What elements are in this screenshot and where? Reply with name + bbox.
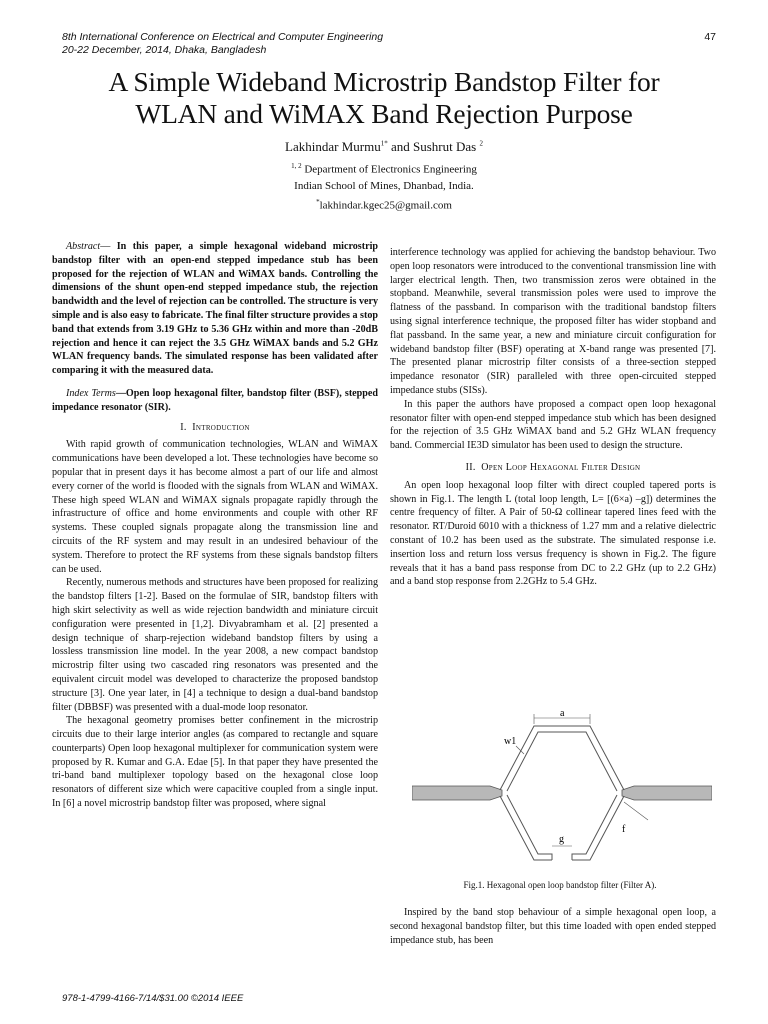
title-line-1: A Simple Wideband Microstrip Bandstop Filter for [108,66,660,97]
hexagon-outer-bottom-right [572,796,624,860]
section-1-number: I. [180,421,187,433]
hexagon-outer-bottom-left [500,796,552,860]
intro-paragraph-4: In this paper the authors have proposed a compact open loop hexagonal resonator filter with open-end stepped impedance stub which has been designed for the rejection of 3.5 GHz WiMAX band and 5.2 GHz WLAN frequency band. Commercial IE3D simulator has been used to design the structure. [390,398,716,452]
abstract-dash: — [100,241,117,252]
f-pointer [624,802,648,820]
author-1-marker: 1* [380,139,388,148]
affiliation-institute: Indian School of Mines, Dhanbad, India. [294,180,474,192]
index-terms [52,387,378,415]
hexagon-inner-top [507,732,617,791]
figure-1-caption: Fig.1. Hexagonal open loop bandstop filter (Filter A). [463,880,657,890]
email-address[interactable]: lakhindar.kgec25@gmail.com [319,199,452,212]
paper-title [20,66,748,130]
design-paragraph-2: Inspired by the band stop behaviour of a simple hexagonal open loop, a second hexagonal bandstop filter, but this time loaded with open ended stepped impedance stub, has been [390,907,716,946]
label-w1: w1 [504,736,517,747]
intro-paragraph-1: With rapid growth of communication technologies, WLAN and WiMAX communications have been developed a lot. These technologies have become so popular that in present days it has become almost a part of our life and almost every corner of the world is flooded with the signals from WLAN and WiMAX. These high speed WLAN and WiMAX signals propagate rapidly through the infrastructure of office and home environments and couple with other RF systems. These coupled signals propagate along the transmission line and circuits of the RF system and may result in an undesired behaviour of the system. Therefore to protect the RF systems from these signals bandstop filters can be used. [52,439,378,575]
left-feed-line [412,786,502,800]
author-2-marker: 2 [479,139,483,148]
label-g: g [559,834,564,845]
section-2-title: Open Loop Hexagonal Filter Design [481,461,641,473]
email-marker: * [316,198,320,206]
department-name: Department of Electronics Engineering [301,163,477,176]
author-conjunction: and [387,139,413,154]
abstract-text: In this paper, a simple hexagonal wideband microstrip bandstop filter with an open-end stepped impedance stub has been proposed for the rejection of WLAN and WiMAX bands. Controlling the dimensions of the shunt open-end stepped impedance stub, the rejection bandwidth and the level of rejection can be controlled. The structure is very simple and is also easy to fabricate. The final filter structure provides a stop band that extends from 3.19 GHz to 5.36 GHz within and more than -20dB rejection and hence it can reject the 3.5 GHz WiMAX bands and 5.2 GHz WLAN frequency bands. The simulated response has been validated after comparing it with the measured data. [52,241,378,377]
label-f: f [622,824,626,835]
copyright-footer: 978-1-4799-4166-7/14/$31.00 ©2014 IEEE [62,993,244,1004]
section-2-number: II. [465,461,476,473]
affiliation-marker: 1, 2 [291,162,302,170]
intro-paragraph-2: Recently, numerous methods and structures have been proposed for realizing the bandstop filters [1-2]. Based on the formulae of SIR, bandstop filters with high skirt selectivity as well as wide rejection bandwidth and miniature circuit configuration were presented in [1,2]. Divyabramham et al. [2] presented a design technique of sharp-rejection wideband bandstop filters by using a lossless transmission line model. In the year 2008, a new compact bandstop microstrip filter using two cascaded ring resonators was presented and the equivalent circuit model was developed to characterize the proposed bandstop structure [3]. One year later, in [4] a technique to design a dual-band bandstop filter (DBBSF) was presented with a dual-mode loop resonator. [52,577,378,713]
affiliation-department [0,162,768,176]
author-1: Lakhindar Murmu [285,139,381,154]
index-terms-text: —Open loop hexagonal filter, bandstop filter (BSF), stepped impedance resonator (SIR). [52,387,378,413]
hexagon-inner-bottom-right [572,795,617,860]
conference-name: 8th International Conference on Electrical and Computer Engineering [62,31,384,43]
author-email [0,198,768,212]
abstract [52,240,378,378]
section-1-title: Introduction [192,421,250,433]
section-1-heading [52,421,378,435]
right-column-bottom [390,906,716,947]
title-line-2: WLAN and WiMAX Band Rejection Purpose [135,98,633,129]
figure-1-diagram [412,708,712,868]
author-list [0,139,768,155]
abstract-label: Abstract [66,241,101,252]
intro-paragraph-3-continued: interference technology was applied for achieving the bandstop behaviour. Two open loop resonators were introduced to the conventional transmission line with larger electrical length. Then, two transmission zeros were obtained in the stopband. Meanwhile, several transmission poles were used to improve the flatness of the passband. In comparison with the traditional bandstop filters using signal interference technique, the proposed filter has wider stopband and flat passband. In the same year, a new and miniature circuit configuration for wideband bandstop filter (BSF) operating at X-band range was presented [7]. The presented planar microstrip filter consists of a three-section stepped impedance resonator (SIR) paralleled with three open-circuited stepped impedance stubs (SISs). [390,247,716,396]
hexagon-outer-top [500,726,624,790]
page-number: 47 [704,31,716,43]
right-column-top [390,246,716,589]
section-2-heading [390,461,716,475]
index-terms-label: Index Terms [66,387,116,399]
left-column [52,240,378,811]
conference-dates: 20-22 December, 2014, Dhaka, Bangladesh [62,44,267,56]
design-paragraph-1: An open loop hexagonal loop filter with direct coupled tapered ports is shown in Fig.1. The length L (total loop length, L= [(6×a) –g]) determines the centre frequency of filter. A Pair of 50-Ω collinear tapered lines feed with the resonator. RT/Duroid 6010 with a thickness of 1.27 mm and a relative dielectric constant of 10.2 has been used as the substrate. The simulated response i.e. insertion loss and return loss versus frequency is shown in Fig.2. The figure reveals that it has a band pass response from DC to 2.2 GHz (up to 2.2 GHz) and a band stop response from 2.2GHz to 5.4 GHz. [390,479,716,588]
label-a: a [560,708,565,719]
intro-paragraph-3: The hexagonal geometry promises better confinement in the microstrip circuits due to their large interior angles (as compared to rectangle and square counterparts) Open loop hexagonal multiplexer for communication system were proposed by R. Kumar and G.A. Edae [5]. In that paper they have presented the tri-band band multiplexer topology based on the hexagonal close loop resonators of different size which were capacitive coupled from a single input. In [6] a novel microstrip bandstop filter was proposed, where signal [52,715,378,810]
author-2: Sushrut Das [413,139,477,154]
right-feed-line [622,786,712,800]
hexagon-inner-bottom-left [507,795,552,860]
